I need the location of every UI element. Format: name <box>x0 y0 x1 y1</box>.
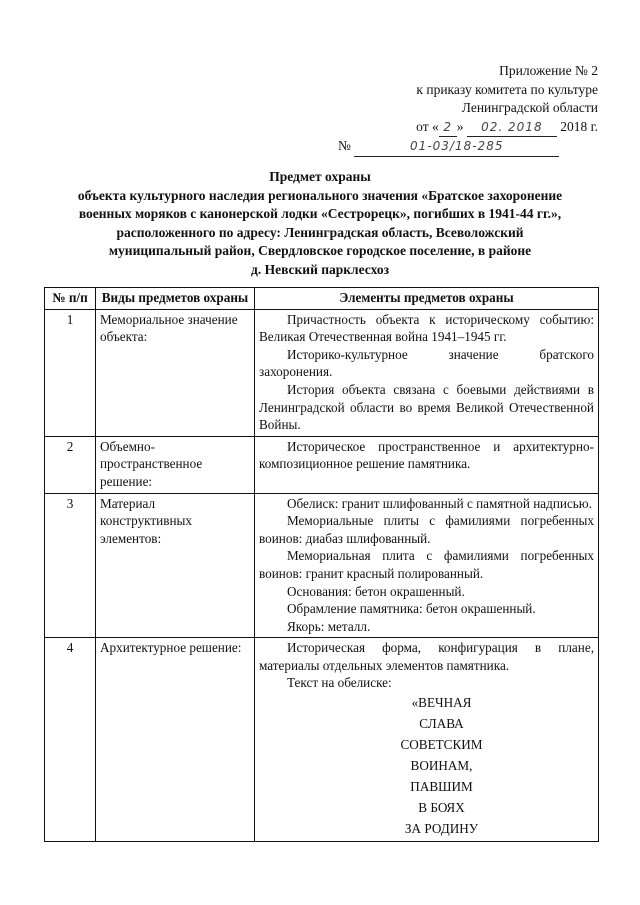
row-type: Материал конструктивных элементов: <box>96 493 255 638</box>
table-row <box>45 309 599 436</box>
header-elements: Элементы предметов охраны <box>255 288 599 310</box>
row-type: Мемориальное значение объекта: <box>96 309 255 436</box>
header-number: № п/п <box>45 288 96 310</box>
row-type: Архитектурное решение: <box>96 638 255 842</box>
table-row <box>45 436 599 493</box>
row-number: 3 <box>45 493 96 638</box>
row-number: 2 <box>45 436 96 493</box>
table-row <box>45 638 599 842</box>
row-elements <box>255 436 599 493</box>
table-header-row <box>45 288 599 310</box>
row-elements <box>255 638 599 842</box>
element-paragraph: Основания: бетон окрашенный. <box>287 583 465 599</box>
title-line-6: д. Невский парклесхоз <box>251 261 389 277</box>
appendix-line-3: Ленинградской области <box>461 100 598 115</box>
appendix-number-line <box>338 137 598 157</box>
row-number: 1 <box>45 309 96 436</box>
element-paragraph: Мемориальные плиты с фамилиями погребенных воинов: диабаз шлифованный. <box>259 513 594 546</box>
title-line-2: объекта культурного наследия регионального значения «Братское захоронение <box>77 187 563 203</box>
inscription-line: ЗА РОДИНУ <box>404 821 479 837</box>
appendix-line-2: к приказу комитета по культуре <box>416 81 598 97</box>
inscription-line: «ВЕЧНАЯ <box>411 695 472 711</box>
number-prefix: № <box>338 138 351 153</box>
table-row <box>45 493 599 638</box>
title-line-4: расположенного по адресу: Ленинградская область, Всеволожский <box>116 224 524 240</box>
title-line-1: Предмет охраны <box>269 169 371 184</box>
date-month-handwritten: 02. 2018 <box>467 118 557 138</box>
date-day-handwritten: 2 <box>439 118 457 138</box>
order-number-handwritten: 01-03/18-285 <box>354 137 559 157</box>
inscription-line: ВОИНАМ, <box>410 758 473 774</box>
element-paragraph: Обрамление памятника: бетон окрашенный. <box>287 601 536 617</box>
element-paragraph: Причастность объекта к историческому событию: Великая Отечественная война 1941–1945 гг. <box>259 311 594 345</box>
protection-table <box>44 287 599 842</box>
title-line-3: военных моряков с канонерской лодки «Сестрорецк», погибших в 1941-44 гг.», <box>78 206 562 222</box>
title-line-5: муниципальный район, Свердловское городское поселение, в районе <box>108 243 532 259</box>
inscription-line: В БОЯХ <box>418 800 465 816</box>
date-year: 2018 г. <box>560 118 598 134</box>
element-paragraph: Историко-культурное значение братского захоронения. <box>259 346 594 380</box>
element-paragraph: Историческая форма, конфигурация в плане, материалы отдельных элементов памятника. <box>259 640 594 673</box>
element-paragraph: Обелиск: гранит шлифованный с памятной надписью. <box>287 495 592 511</box>
element-paragraph: Историческое пространственное и архитектурно-композиционное решение памятника. <box>259 438 594 472</box>
header-type: Виды предметов охраны <box>96 288 255 310</box>
date-mid: » <box>456 118 464 134</box>
row-elements <box>255 309 599 436</box>
inscription-line: СОВЕТСКИМ <box>400 737 483 753</box>
element-paragraph: Мемориальная плита с фамилиями погребенных воинов: гранит красный полированный. <box>259 548 594 581</box>
appendix-line-1: Приложение № 2 <box>499 63 598 78</box>
row-number: 4 <box>45 638 96 842</box>
row-elements <box>255 493 599 638</box>
date-prefix: от « <box>416 118 439 134</box>
row-type: Объемно-пространственное решение: <box>96 436 255 493</box>
element-paragraph: История объекта связана с боевыми действиями в Ленинградской области во время Великой Отечественной Войны. <box>259 381 594 433</box>
document-title <box>45 168 595 280</box>
element-paragraph: Якорь: металл. <box>287 618 371 634</box>
inscription-line: ПАВШИМ <box>410 779 473 795</box>
inscription-line: СЛАВА <box>419 716 464 732</box>
element-paragraph: Текст на обелиске: <box>287 675 392 691</box>
appendix-date-line <box>338 118 598 138</box>
appendix-header <box>338 62 598 157</box>
